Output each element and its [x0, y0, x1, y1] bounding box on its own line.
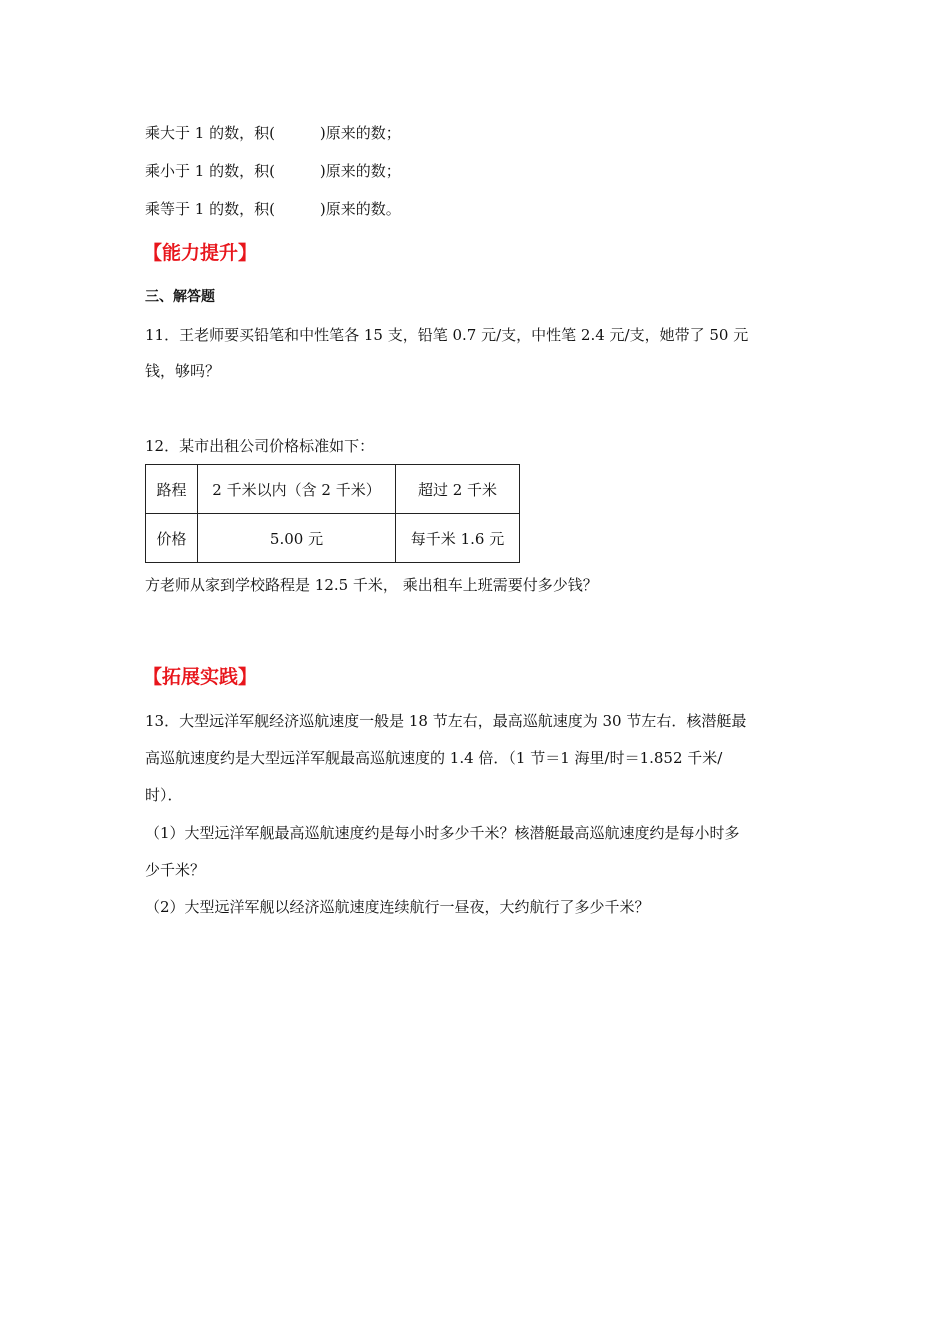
q13-sub1-line-2: 少千米？	[145, 861, 206, 879]
table-cell: 2 千米以内（含 2 千米）	[198, 465, 396, 514]
q11-line-1: 11．王老师要买铅笔和中性笔各 15 支，铅笔 0.7 元/支，中性笔 2.4 元/支，她带了 50 元	[145, 326, 749, 344]
table-cell: 5.00 元	[198, 514, 396, 563]
table-row	[146, 514, 520, 563]
q13-sub1-line-1: （1）大型远洋军舰最高巡航速度约是每小时多少千米？核潜艇最高巡航速度约是每小时多	[145, 824, 740, 842]
fill-blank-line-3: 乘等于 1 的数，积( )原来的数。	[145, 200, 401, 218]
q11-line-2: 钱，够吗？	[145, 362, 221, 380]
q12-question: 方老师从家到学校路程是 12.5 千米， 乘出租车上班需要付多少钱？	[145, 576, 598, 594]
fare-table	[145, 464, 520, 563]
fill-blank-line-1: 乘大于 1 的数，积( )原来的数；	[145, 124, 401, 142]
q13-line-3: 时）．	[145, 786, 183, 804]
table-cell: 超过 2 千米	[396, 465, 520, 514]
section-heading-ability: 【能力提升】	[143, 242, 258, 264]
section-heading-practice: 【拓展实践】	[143, 666, 258, 688]
table-cell: 路程	[146, 465, 198, 514]
q13-sub2: （2）大型远洋军舰以经济巡航速度连续航行一昼夜，大约航行了多少千米？	[145, 898, 650, 916]
table-cell: 价格	[146, 514, 198, 563]
table-row	[146, 465, 520, 514]
q13-line-2: 高巡航速度约是大型远洋军舰最高巡航速度的 1.4 倍．（1 节＝1 海里/时＝1.852 千米/	[145, 749, 723, 767]
q13-line-1: 13．大型远洋军舰经济巡航速度一般是 18 节左右，最高巡航速度为 30 节左右．核潜艇最	[145, 712, 747, 730]
q12-intro: 12．某市出租公司价格标准如下：	[145, 437, 375, 455]
table-cell: 每千米 1.6 元	[396, 514, 520, 563]
fill-blank-line-2: 乘小于 1 的数，积( )原来的数；	[145, 162, 401, 180]
part-three-heading: 三、解答题	[145, 289, 215, 305]
